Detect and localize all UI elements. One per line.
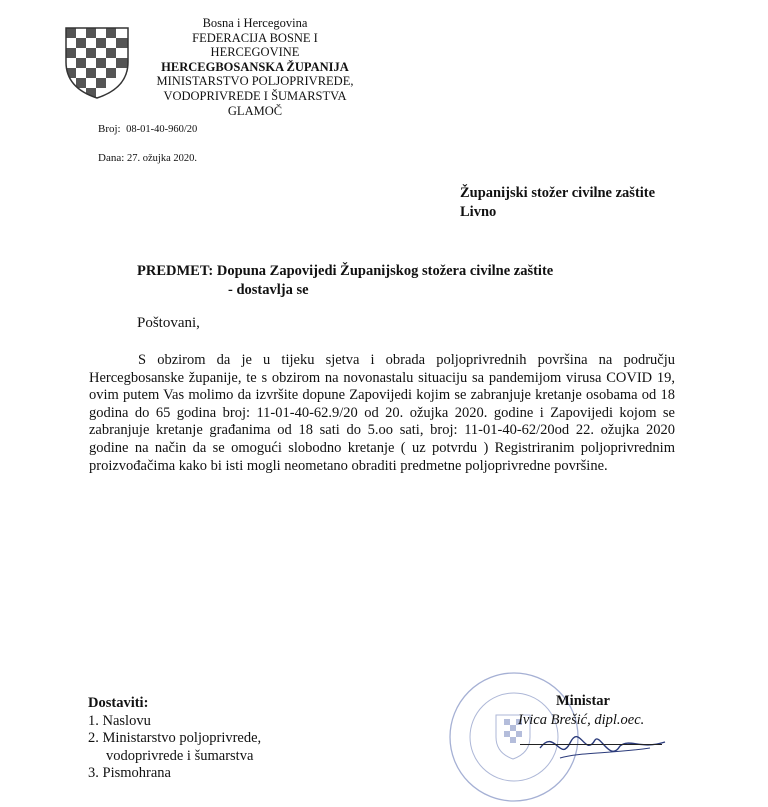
coat-of-arms-icon [58,22,136,100]
distribution-item: 3. Pismohrana [88,765,171,782]
signatory-name: Ivica Brešić, dipl.oec. [518,712,645,728]
header-ministry-2: VODOPRIVREDE I ŠUMARSTVA [163,88,347,103]
header-country: Bosna i Hercegovina [202,16,308,30]
body-paragraph: S obzirom da je u tijeku sjetva i obrada poljoprivrednih površina na području Hercegbosanske županije, te s obzirom na novonastalu situaciju sa pandemijom virusa COVID 19, ovim putem Vas molimo da izvršite dopune Zapovijedi kojim se zabranjuje kretanje osobama od 18 godina do 65 godina broj: 11-01-40-62.9/20 od 20. ožujka 2020. godine i Zapovijedi kojom se zabranjuje kretanje građanima od 18 sati do 5.oo sati, broj: 11-01-40-62/20od 22. ožujka 2020 godine na način da se omogući slobodno kretanje ( uz potvrdu ) Registriranim poljoprivrednim proizvođačima kako bi isti mogli neometano obraditi predmetne poljoprivredne površine. [89,352,675,474]
header-city: GLAMOČ [227,103,283,118]
distribution-item: vodoprivrede i šumarstva [106,747,254,764]
date-label: Dana: [98,152,125,164]
greeting: Poštovani, [137,315,200,331]
distribution-title: Dostaviti: [88,695,149,711]
signature-line [520,744,662,745]
subject [137,262,553,300]
recipient [460,184,655,222]
date-value: 27. ožujka 2020. [127,153,198,164]
header-county: HERCEGBOSANSKA ŽUPANIJA [161,59,349,74]
subject-line-2: - dostavlja se [228,282,309,298]
recipient-city: Livno [460,204,497,220]
reference-value: 08-01-40-960/20 [126,124,198,135]
distribution-list [88,695,261,783]
distribution-item: 1. Naslovu [88,712,151,729]
reference-label: Broj: [98,123,121,135]
subject-line-1: PREDMET: Dopuna Zapovijedi Županijskog stožera civilne zaštite [137,263,554,279]
letterhead [150,16,360,118]
handwritten-signature-icon [500,718,680,778]
header-federation: FEDERACIJA BOSNE I HERCEGOVINE [192,30,318,60]
header-ministry-1: MINISTARSTVO POLJOPRIVREDE, [156,74,354,89]
distribution-item: 2. Ministarstvo poljoprivrede, [88,730,262,747]
recipient-name: Županijski stožer civilne zaštite [460,185,656,201]
signatory-title: Ministar [556,693,610,709]
document-date [98,152,197,164]
reference-number [98,123,197,135]
